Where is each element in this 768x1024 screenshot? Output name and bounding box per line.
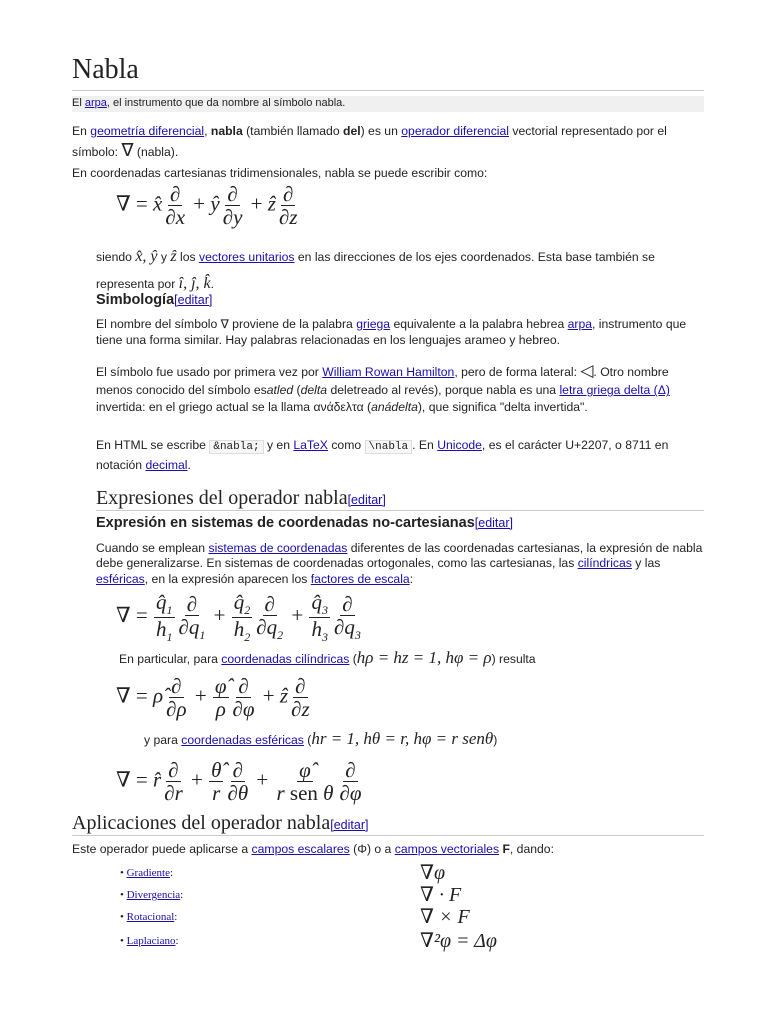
heading-simbologia <box>96 291 212 310</box>
text: . <box>187 457 191 472</box>
text: ( <box>293 383 301 398</box>
lateral-nabla-symbol: ◁ <box>580 361 594 380</box>
text: En particular, para <box>119 652 222 666</box>
formula-gradiente: ∇φ <box>420 862 446 884</box>
text: diferentes de las coordenadas cartesianas, la expresión de nabla debe generalizarse. En sistemas de coordenadas ortogonales, como las cartesianas, las <box>96 541 703 571</box>
term-delta: delta <box>300 383 328 398</box>
text: Este operador puede aplicarse a <box>72 842 252 856</box>
spherical-paragraph <box>144 728 704 750</box>
list-item-divergencia <box>120 884 620 910</box>
text: En <box>72 124 91 138</box>
formula-laplaciano: ∇²φ = Δφ <box>420 930 497 952</box>
term-nabla: nabla <box>210 124 243 138</box>
text: (también llamado <box>242 124 343 138</box>
text: ( <box>349 652 357 666</box>
link-operador-diferencial[interactable]: operador diferencial <box>401 124 509 138</box>
code-html-entity: &nabla; <box>209 440 263 454</box>
text: . Otro nombre menos conocido del símbolo es <box>96 365 669 398</box>
heading-text: Expresiones del operador nabla <box>96 487 348 509</box>
code-latex: \nabla <box>365 440 413 454</box>
list-item-rotacional <box>120 906 620 932</box>
heading-text: Aplicaciones del operador nabla <box>72 812 331 834</box>
equation-general: ∇ = $\frac{q̂_1}{h_1}$ $\frac{\partial}{\partial q_1}$ + $\frac{q̂_2}{h_2}$ $\frac{\partial}{\partial q_2}$ + $\frac{q̂_3}{h_3}$ $\frac{\partial}{\partial q_3}$ <box>116 590 361 644</box>
heading-no-cartesianas <box>96 514 513 533</box>
link-laplaciano[interactable]: Laplaciano <box>126 935 176 947</box>
text: en las direcciones de los ejes coordenados. Esta base también se representa por <box>96 250 655 292</box>
text: , pero de forma lateral: <box>454 365 581 379</box>
no-cartesianas-paragraph <box>96 541 704 587</box>
edit-link[interactable]: [editar] <box>474 516 513 530</box>
formula-rotacional: ∇ × F⃗ <box>420 906 486 928</box>
page-title: Nabla <box>72 54 139 85</box>
heading-aplicaciones <box>72 810 368 836</box>
text: , dando: <box>509 842 554 856</box>
aplicaciones-paragraph <box>72 841 704 857</box>
link-decimal[interactable]: decimal <box>145 457 188 472</box>
text: ), que significa "delta invertida". <box>417 399 588 414</box>
simbologia-paragraph-2 <box>96 360 704 415</box>
math-inline: x̂, ŷ <box>135 248 158 265</box>
caption-text: , el instrumento que da nombre al símbolo nabla. <box>106 97 346 109</box>
math-inline: ẑ <box>170 248 177 265</box>
text: , instrumento que tiene una forma similar. Hay palabras relacionadas en los lenguajes arameo y hebreo. <box>96 317 687 348</box>
link-latex[interactable]: LaTeX <box>293 438 328 452</box>
text: y en <box>263 438 294 452</box>
text: , en la expresión aparecen los <box>144 571 311 586</box>
text: . <box>210 277 215 292</box>
text: y para <box>144 733 182 747</box>
cartesian-intro: En coordenadas cartesianas tridimensionales, nabla se puede escribir como: <box>72 166 488 180</box>
text: (nabla). <box>133 145 179 160</box>
list-item-label <box>120 866 173 881</box>
link-unicode[interactable]: Unicode <box>437 438 482 452</box>
equation-spherical: ∇ = r̂ $\frac{\partial}{\partial r}$ + $\frac{\thetâ}{r}$ $\frac{\partial}{\partial\theta}$ + $\frac{\varphî}{\text{r sen θ}}$ $\frac{\partial}{\partial\varphi}$ <box>116 758 362 806</box>
equation-cylindrical: ∇ = ρ̂ $\frac{\partial}{\partial\rho}$ + $\frac{\varphî}{\rho}$ $\frac{\partial}{\partial\varphi}$ + ẑ $\frac{\partial}{\partial z}$ <box>116 674 310 722</box>
section-divider <box>96 510 704 511</box>
text: deletreado al revés), porque nabla es una <box>327 383 560 398</box>
link-gradiente[interactable]: Gradiente <box>126 867 170 879</box>
bullet: • <box>120 911 127 923</box>
text: como <box>327 438 365 452</box>
text: El símbolo fue usado por primera vez por <box>96 365 323 379</box>
edit-link[interactable]: [editar] <box>174 293 213 307</box>
heading-text: Simbología <box>96 292 175 308</box>
text: En HTML se escribe <box>96 438 210 452</box>
link-letra-griega-delta[interactable]: letra griega delta (Δ) <box>559 383 670 398</box>
term-f: F <box>502 842 510 856</box>
text: y <box>157 250 171 264</box>
link-sistemas-de-coordenadas[interactable]: sistemas de coordenadas <box>208 541 348 555</box>
edit-link[interactable]: [editar] <box>347 493 386 507</box>
link-divergencia[interactable]: Divergencia <box>126 889 181 901</box>
bullet: • <box>120 889 127 901</box>
link-arpa[interactable]: arpa <box>567 317 593 331</box>
scale-factors-cylindrical: hρ = hz = 1, hφ = ρ <box>356 648 492 667</box>
text: y las <box>631 556 661 571</box>
unit-vectors-paragraph <box>96 243 704 297</box>
bullet: • <box>120 867 127 879</box>
link-campos-vectoriales[interactable]: campos vectoriales <box>394 842 500 856</box>
text: : <box>174 911 178 923</box>
link-vectores-unitarios[interactable]: vectores unitarios <box>198 250 295 264</box>
formula-divergencia: ∇ · F⃗ <box>420 884 477 906</box>
cylindrical-paragraph <box>119 647 704 669</box>
link-campos-escalares[interactable]: campos escalares <box>251 842 350 856</box>
list-item-laplaciano <box>120 930 620 956</box>
nabla-symbol: ∇ <box>121 140 134 161</box>
text: ) <box>493 733 498 747</box>
title-divider <box>72 90 704 91</box>
term-anadelta: anádelta <box>371 399 418 414</box>
section-divider <box>72 835 704 836</box>
caption-text: El <box>72 97 85 109</box>
link-coordenadas-esfericas[interactable]: coordenadas esféricas <box>181 733 304 747</box>
simbologia-paragraph-1 <box>96 316 704 348</box>
text: equivalente a la palabra hebrea <box>390 317 568 331</box>
text: : <box>175 935 179 947</box>
link-factores-de-escala[interactable]: factores de escala <box>310 571 410 586</box>
link-rotacional[interactable]: Rotacional <box>126 911 175 923</box>
scale-factors-spherical: hr = 1, hθ = r, hφ = r senθ <box>311 729 494 748</box>
list-item-label <box>120 888 183 903</box>
link-coordenadas-cilindricas[interactable]: coordenadas cilíndricas <box>221 652 350 666</box>
text: Cuando se emplean <box>96 541 209 555</box>
bullet: • <box>120 935 127 947</box>
text: (Φ) o a <box>349 842 395 856</box>
list-item-label <box>120 934 179 949</box>
list-item-gradiente <box>120 862 620 888</box>
equation-cartesian: ∇ = x̂ $\frac{\partial}{\partial x}$ + ŷ $\frac{\partial}{\partial y}$ + ẑ $\frac{\partial}{\partial z}$ <box>116 182 298 230</box>
heading-expresiones <box>96 485 386 511</box>
text: ) resulta <box>491 652 536 666</box>
edit-link[interactable]: [editar] <box>330 818 369 832</box>
link-hamilton[interactable]: William Rowan Hamilton <box>322 365 455 379</box>
text: , <box>204 124 211 138</box>
text: los <box>176 250 199 264</box>
text: : <box>169 867 174 879</box>
term-atled: atled <box>266 383 294 398</box>
text: , es el carácter U+2207, o 8711 en notación <box>96 438 669 472</box>
image-caption <box>72 96 704 112</box>
text: : <box>409 571 414 586</box>
text: siendo <box>96 250 136 264</box>
text: : <box>180 889 184 901</box>
link-griega[interactable]: griega <box>356 317 391 331</box>
simbologia-paragraph-3 <box>96 436 704 474</box>
link-arpa[interactable]: arpa <box>84 97 107 109</box>
text: El nombre del símbolo ∇ proviene de la palabra <box>96 317 357 331</box>
text: ( <box>303 733 312 747</box>
link-geometria-diferencial[interactable]: geometría diferencial <box>90 124 205 138</box>
text: invertida: en el griego actual se la llama ανάδελτα ( <box>96 399 372 414</box>
heading-text: Expresión en sistemas de coordenadas no-cartesianas <box>96 515 475 531</box>
text: ) es un <box>360 124 402 138</box>
intro-paragraph <box>72 123 704 163</box>
link-esfericas[interactable]: esféricas <box>96 571 145 586</box>
list-item-label <box>120 910 177 925</box>
link-cilindricas[interactable]: cilíndricas <box>577 556 632 571</box>
text: . En <box>412 438 438 452</box>
text: vectorial representado por el símbolo: <box>72 124 667 160</box>
term-del: del <box>343 124 361 138</box>
math-inline: î, ĵ, k̂ <box>178 275 211 293</box>
